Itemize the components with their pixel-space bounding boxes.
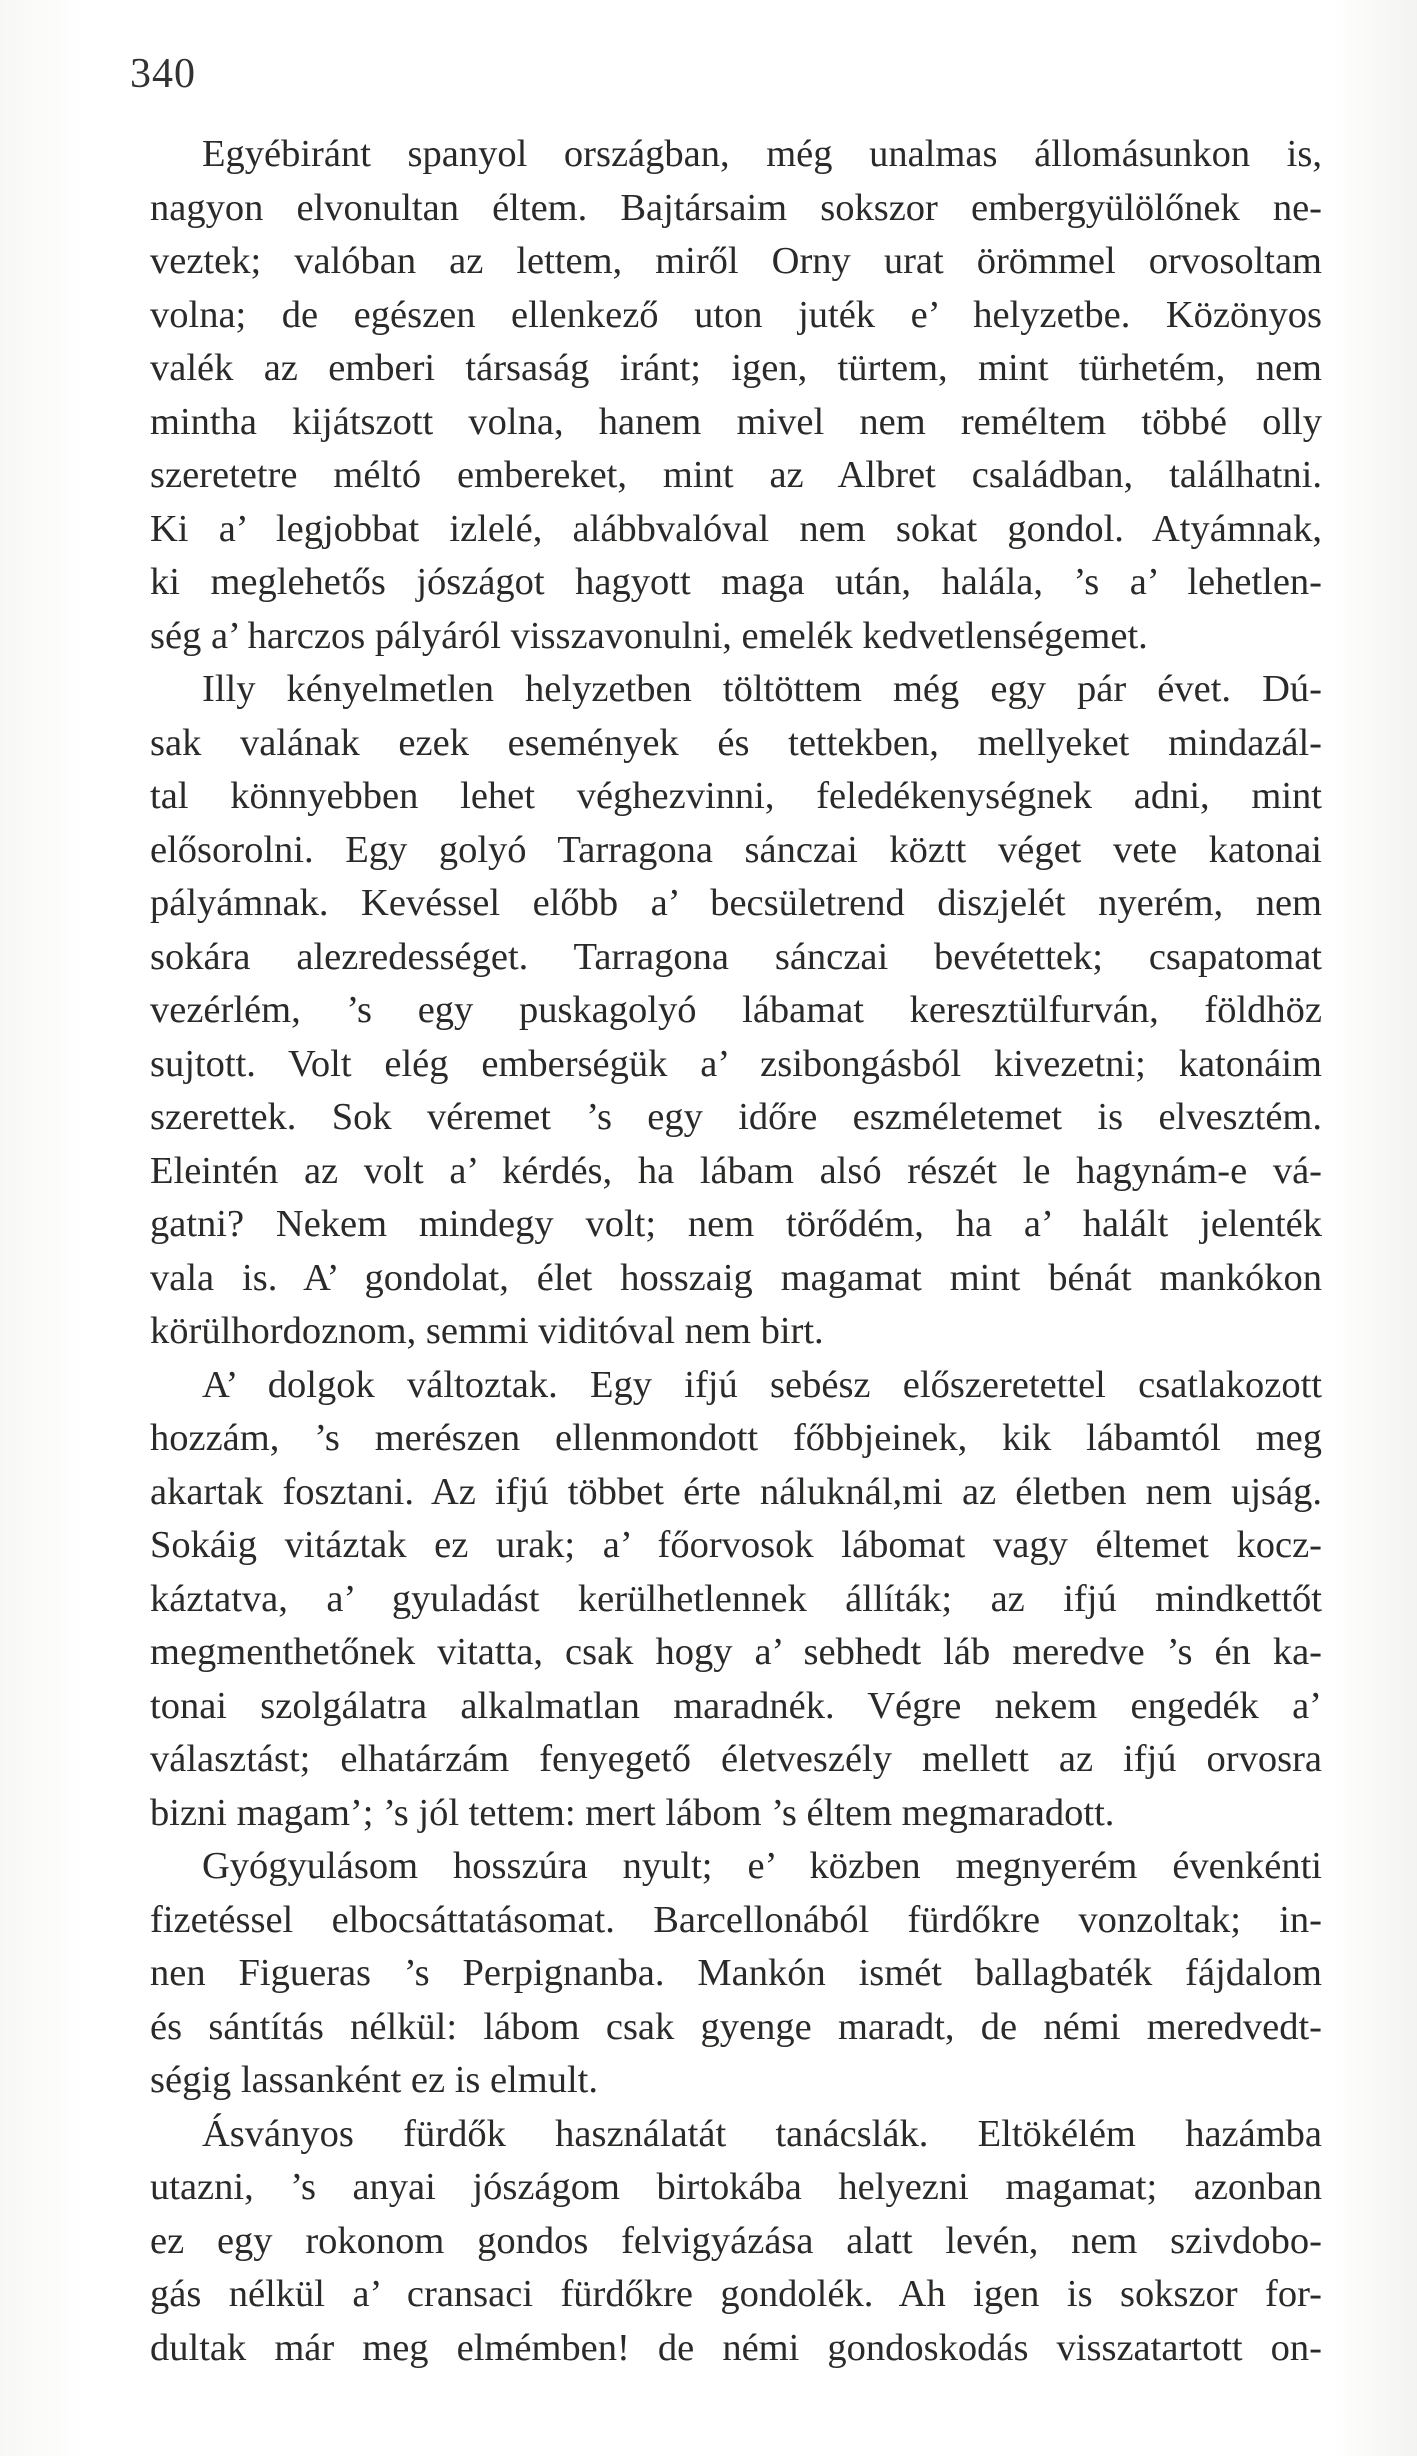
- body-text: [150, 128, 1322, 2375]
- text-line: gás nélkül a’ cransaci fürdőkre gondolék. Ah igen is sokszor for-: [150, 2273, 1322, 2315]
- text-line: nen Figueras ’s Perpignanba. Mankón ismét ballagbaték fájdalom: [150, 1952, 1322, 1994]
- text-line: A’ dolgok változtak. Egy ifjú sebész előszeretettel csatlakozott: [202, 1363, 1322, 1406]
- text-line: tal könnyebben lehet véghezvinni, feledékenységnek adni, mint: [150, 775, 1322, 817]
- text-line: megmenthetőnek vitatta, csak hogy a’ sebhedt láb meredve ’s én ka-: [150, 1631, 1322, 1673]
- text-line: Illy kényelmetlen helyzetben töltöttem még egy pár évet. Dú-: [202, 668, 1322, 710]
- text-line: ki meglehetős jószágot hagyott maga után, halála, ’s a’ lehetlen-: [150, 561, 1322, 603]
- text-line: Sokáig vitáztak ez urak; a’ főorvosok lábomat vagy éltemet kocz-: [150, 1524, 1322, 1566]
- text-line: választást; elhatárzám fenyegető életveszély mellett az ifjú orvosra: [150, 1738, 1322, 1780]
- text-line: Ki a’ legjobbat izlelé, alábbvalóval nem sokat gondol. Atyámnak,: [150, 507, 1322, 550]
- text-line: sujtott. Volt elég emberségük a’ zsibongásból kivezetni; katonáim: [150, 1042, 1322, 1085]
- text-line: sak valának ezek események és tettekben, mellyeket mindazál-: [150, 721, 1322, 764]
- text-line: körülhordoznom, semmi viditóval nem birt.: [150, 1310, 824, 1352]
- text-line: nagyon elvonultan éltem. Bajtársaim sokszor embergyülölőnek ne-: [150, 186, 1322, 229]
- text-line: mintha kijátszott volna, hanem mivel nem reméltem többé olly: [150, 400, 1322, 443]
- text-line: szeretetre méltó embereket, mint az Albret családban, találhatni.: [150, 454, 1322, 496]
- page-number: 340: [130, 51, 196, 97]
- text-line: akartak fosztani. Az ifjú többet érte náluknál,mi az életben nem ujság.: [150, 1470, 1322, 1513]
- text-line: utazni, ’s anyai jószágom birtokába helyezni magamat; azonban: [150, 2166, 1322, 2208]
- text-line: ség a’ harczos pályáról visszavonulni, emelék kedvetlenségemet.: [150, 614, 1148, 657]
- text-line: valék az emberi társaság iránt; igen, türtem, mint türhetém, nem: [150, 347, 1322, 389]
- text-line: gatni? Nekem mindegy volt; nem törődém, ha a’ halált jelenték: [150, 1203, 1322, 1245]
- text-line: Eleintén az volt a’ kérdés, ha lábam alsó részét le hagynám-e vá-: [150, 1149, 1322, 1192]
- text-line: elősorolni. Egy golyó Tarragona sánczai köztt véget vete katonai: [150, 828, 1322, 871]
- text-line: Gyógyulásom hosszúra nyult; e’ közben megnyerém évenkénti: [202, 1845, 1322, 1887]
- text-line: Ásványos fürdők használatát tanácslák. Eltökélém hazámba: [202, 2112, 1322, 2155]
- text-line: tonai szolgálatra alkalmatlan maradnék. Végre nekem engedék a’: [150, 1684, 1322, 1727]
- text-line: pályámnak. Kevéssel előbb a’ becsületrend diszjelét nyerém, nem: [150, 882, 1322, 924]
- text-line: bizni magam’; ’s jól tettem: mert lábom ’s éltem megmaradott.: [150, 1791, 1115, 1834]
- text-line: fizetéssel elbocsáttatásomat. Barcellonából fürdőkre vonzoltak; in-: [150, 1898, 1322, 1941]
- text-line: vezérlém, ’s egy puskagolyó lábamat keresztülfurván, földhöz: [150, 989, 1322, 1031]
- text-line: hozzám, ’s merészen ellenmondott főbbjeinek, kik lábamtól meg: [150, 1417, 1322, 1459]
- text-line: ségig lassanként ez is elmult.: [150, 2059, 598, 2101]
- text-line: dultak már meg elmémben! de némi gondoskodás visszatartott on-: [150, 2326, 1322, 2369]
- text-line: káztatva, a’ gyuladást kerülhetlennek állíták; az ifjú mindkettőt: [150, 1577, 1322, 1620]
- text-line: volna; de egészen ellenkező uton juték e’ helyzetbe. Közönyos: [150, 293, 1322, 336]
- text-line: ez egy rokonom gondos felvigyázása alatt levén, nem szivdobo-: [150, 2219, 1322, 2262]
- text-line: vala is. A’ gondolat, élet hosszaig magamat mint bénát mankókon: [150, 1256, 1322, 1299]
- text-line: veztek; valóban az lettem, miről Orny urat örömmel orvosoltam: [150, 240, 1322, 282]
- text-line: sokára alezredességet. Tarragona sánczai bevétettek; csapatomat: [150, 935, 1322, 978]
- text-line: és sántítás nélkül: lábom csak gyenge maradt, de némi meredvedt-: [150, 2005, 1322, 2048]
- text-line: Egyébiránt spanyol országban, még unalmas állomásunkon is,: [202, 133, 1322, 175]
- text-line: szerettek. Sok véremet ’s egy időre eszméletemet is elvesztém.: [150, 1096, 1322, 1138]
